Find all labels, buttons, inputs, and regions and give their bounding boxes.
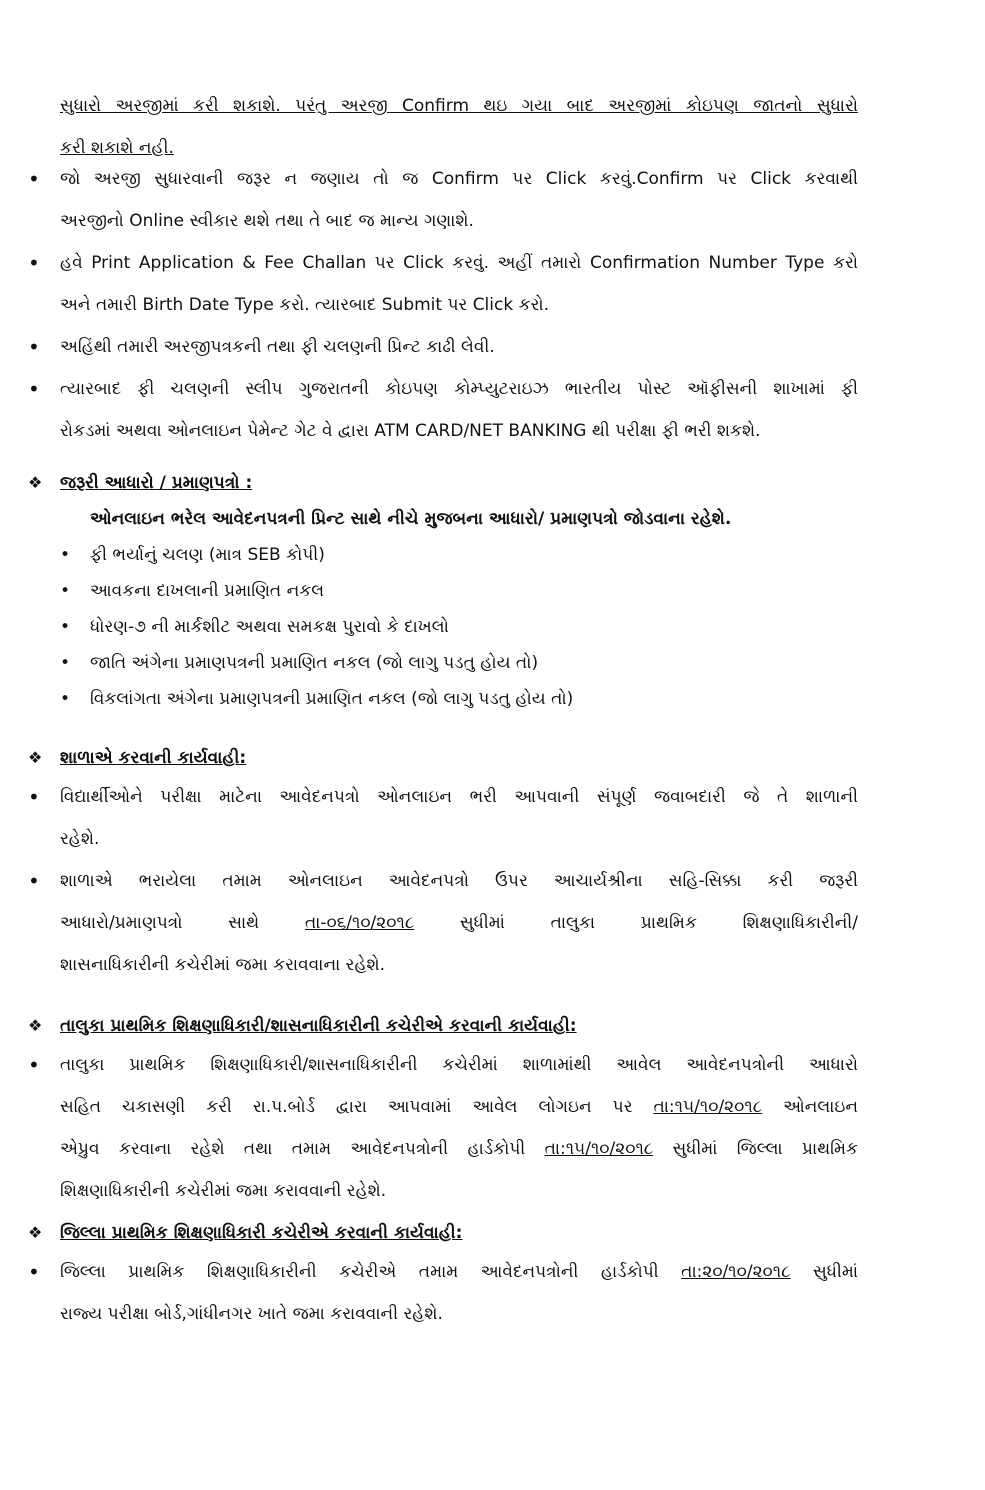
list-item bbox=[28, 1044, 858, 1086]
section-heading: શાળાએ કરવાની કાર્યવાહી: bbox=[60, 748, 247, 768]
intro-note bbox=[28, 85, 858, 169]
document-item: • જાતિ અંગેના પ્રમાણપત્રની પ્રમાણિત નકલ (જો લાગુ પડતુ હોય તો) bbox=[28, 645, 858, 681]
list-item bbox=[28, 326, 858, 368]
text-segment: રાજ્ય પરીક્ષા બોર્ડ,ગાંધીનગર ખાતે જમા કરાવવાની રહેશે. bbox=[60, 1304, 443, 1324]
list-item-continuation bbox=[28, 1293, 858, 1335]
list-item-continuation bbox=[28, 1128, 858, 1170]
text-segment: શાળાએ ભરાયેલા તમામ ઓનલાઇન આવેદનપત્રો ઉપર આચાર્યશ્રીના સહિ-સિક્કા કરી જરૂરી bbox=[60, 871, 858, 891]
list-item-continuation bbox=[28, 200, 858, 242]
text-segment: સુધીમાં bbox=[790, 1262, 858, 1282]
list-item-continuation bbox=[28, 944, 858, 986]
deadline-date: તા:૧૫/૧૦/૨૦૧૮ bbox=[544, 1139, 654, 1159]
text-segment: હવે Print Application & Fee Challan પર Click કરવું. અહીં તમારો Confirmation Number Type કરો bbox=[60, 253, 858, 273]
text-segment: અને તમારી Birth Date Type કરો. ત્યારબાદ Submit પર Click કરો. bbox=[60, 295, 550, 315]
document-item: • વિકલાંગતા અંગેના પ્રમાણપત્રની પ્રમાણિત નકલ (જો લાગુ પડતુ હોય તો) bbox=[28, 681, 858, 717]
deadline-date: તા:૧૫/૧૦/૨૦૧૮ bbox=[653, 1097, 763, 1117]
list-item bbox=[28, 158, 858, 200]
documents-list bbox=[28, 537, 858, 717]
list-item-continuation bbox=[28, 818, 858, 860]
diamond-bullet-icon: ❖ bbox=[28, 1223, 43, 1242]
list-item bbox=[28, 860, 858, 902]
intro-line: કરી શકાશે નહી. bbox=[60, 138, 174, 158]
list-item bbox=[28, 776, 858, 818]
instruction-list bbox=[28, 158, 858, 452]
text-segment: જો અરજી સુધારવાની જરૂર ન જણાય તો જ Confirm પર Click કરવું.Confirm પર Click કરવાથી bbox=[60, 169, 858, 189]
list-item-continuation bbox=[28, 1086, 858, 1128]
text-segment: જિલ્લા પ્રાથમિક શિક્ષણાધિકારીની કચેરીએ તમામ આવેદનપત્રોની હાર્ડકોપી bbox=[60, 1262, 682, 1282]
diamond-bullet-icon: ❖ bbox=[28, 1016, 43, 1035]
text-segment: સહિત ચકાસણી કરી રા.પ.બોર્ડ દ્વારા આપવામાં આવેલ લોગઇન પર bbox=[60, 1097, 654, 1117]
text-segment: વિદ્યાર્થીઓને પરીક્ષા માટેના આવેદનપત્રો ઓનલાઇન ભરી આપવાની સંપૂર્ણ જવાબદારી જે તે શાળાની bbox=[60, 787, 858, 807]
list-item bbox=[28, 368, 858, 410]
document-item: • ધોરણ-૭ ની માર્કશીટ અથવા સમકક્ષ પુરાવો કે દાખલો bbox=[28, 609, 858, 645]
section-heading: જિલ્લા પ્રાથમિક શિક્ષણાધિકારી કચેરીએ કરવાની કાર્યવાહી: bbox=[60, 1223, 463, 1243]
text-segment: શાસનાધિકારીની કચેરીમાં જમા કરાવવાના રહેશે. bbox=[60, 955, 386, 975]
list-item-continuation bbox=[28, 410, 858, 452]
deadline-date: તા-૦૬/૧૦/૨૦૧૮ bbox=[304, 913, 415, 933]
section-heading: તાલુકા પ્રાથમિક શિક્ષણાધિકારી/શાસનાધિકારીની કચેરીએ કરવાની કાર્યવાહી: bbox=[60, 1016, 577, 1036]
text-segment: આધારો/પ્રમાણપત્રો સાથે bbox=[60, 913, 305, 933]
list-item bbox=[28, 1251, 858, 1293]
text-segment: સુધીમાં તાલુકા પ્રાથમિક શિક્ષણાધિકારીની/ bbox=[414, 913, 858, 933]
text-segment: રોકડમાં અથવા ઓનલાઇન પેમેન્ટ ગેટ વે દ્વારા ATM CARD/NET BANKING થી પરીક્ષા ફી ભરી શકશે. bbox=[60, 421, 761, 441]
list-item-continuation bbox=[28, 902, 858, 944]
section-subheading: ઓનલાઇન ભરેલ આવેદનપત્રની પ્રિન્ટ સાથે નીચે મુજબના આધારો/ પ્રમાણપત્રો જોડવાના રહેશે. bbox=[90, 509, 732, 529]
intro-line: સુધારો અરજીમાં કરી શકાશે. પરંતુ અરજી Confirm થઇ ગયા બાદ અરજીમાં કોઇપણ જાતનો સુધારો bbox=[60, 96, 858, 116]
list-item-continuation bbox=[28, 284, 858, 326]
text-segment: અહિંથી તમારી અરજીપત્રકની તથા ફી ચલણની પ્રિન્ટ કાઢી લેવી. bbox=[60, 337, 495, 357]
text-segment: સુધીમાં જિલ્લા પ્રાથમિક bbox=[653, 1139, 858, 1159]
deadline-date: તા:૨૦/૧૦/૨૦૧૮ bbox=[681, 1262, 791, 1282]
text-segment: અરજીનો Online સ્વીકાર થશે તથા તે બાદ જ માન્ય ગણાશે. bbox=[60, 211, 474, 231]
text-segment: તાલુકા પ્રાથમિક શિક્ષણાધિકારી/શાસનાધિકારીની કચેરીમાં શાળામાંથી આવેલ આવેદનપત્રોની આધારો bbox=[60, 1055, 858, 1075]
section-school bbox=[28, 740, 858, 986]
section-taluka bbox=[28, 1008, 858, 1212]
document-item: • આવકના દાખલાની પ્રમાણિત નકલ bbox=[28, 573, 858, 609]
section-documents bbox=[28, 465, 858, 717]
document-item: • ફી ભર્યાનું ચલણ (માત્ર SEB કોપી) bbox=[28, 537, 858, 573]
list-item-continuation bbox=[28, 1170, 858, 1212]
text-segment: ઓનલાઇન bbox=[762, 1097, 858, 1117]
text-segment: ત્યારબાદ ફી ચલણની સ્લીપ ગુજરાતની કોઇપણ કોમ્પ્યુટરાઇઝ ભારતીય પોસ્ટ ઑફીસની શાખામાં ફી bbox=[60, 379, 858, 399]
section-district bbox=[28, 1215, 858, 1335]
list-item bbox=[28, 242, 858, 284]
text-segment: એપ્રુવ કરવાના રહેશે તથા તમામ આવેદનપત્રોની હાર્ડકોપી bbox=[60, 1139, 545, 1159]
text-segment: શિક્ષણાધિકારીની કચેરીમાં જમા કરાવવાની રહેશે. bbox=[60, 1181, 387, 1201]
text-segment: રહેશે. bbox=[60, 829, 100, 849]
section-heading: જરૂરી આધારો / પ્રમાણપત્રો : bbox=[60, 473, 253, 493]
diamond-bullet-icon: ❖ bbox=[28, 473, 43, 492]
diamond-bullet-icon: ❖ bbox=[28, 748, 43, 767]
